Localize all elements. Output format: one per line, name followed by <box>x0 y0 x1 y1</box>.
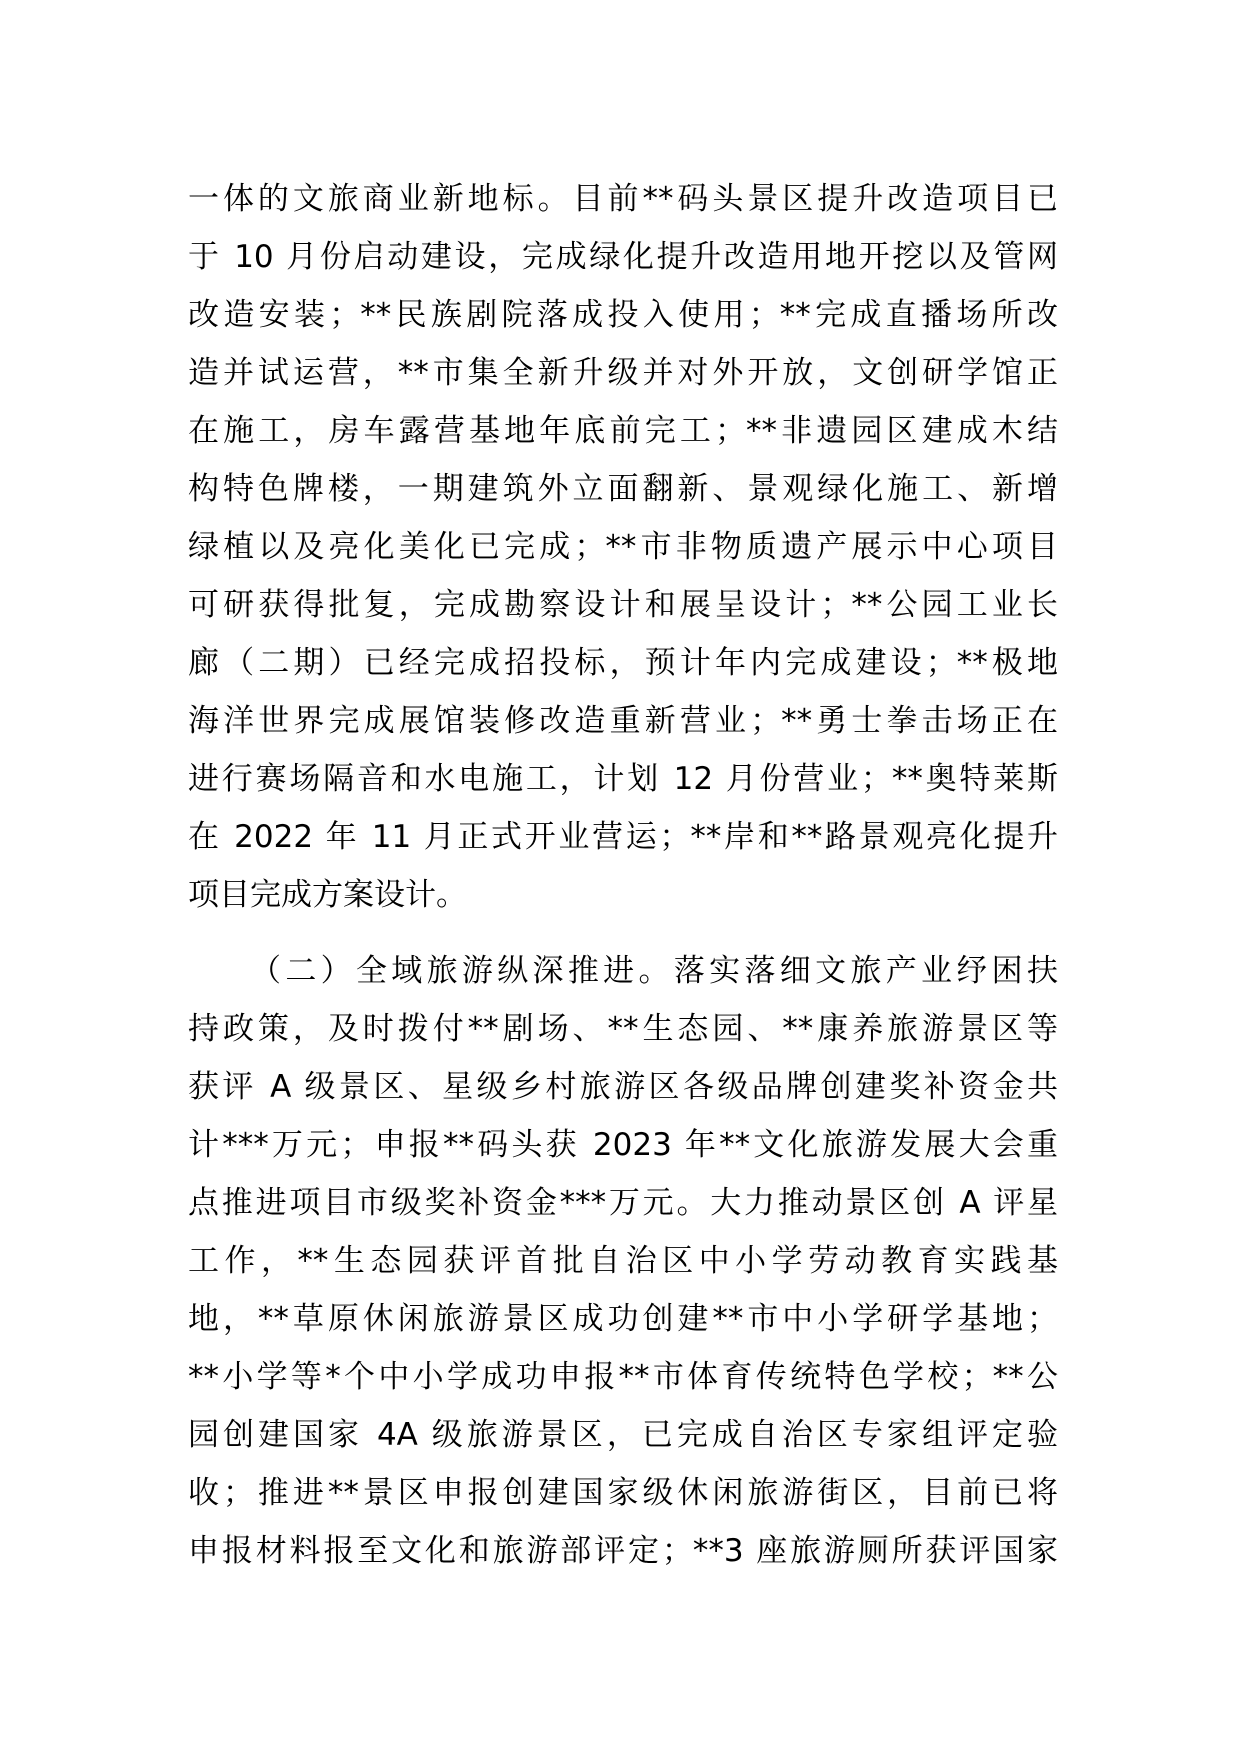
paragraph-1-line: 在 2022 年 11 月正式开业营运；**岸和**路景观亮化提升 <box>188 819 1058 855</box>
paragraph-2-line: 地，**草原休闲旅游景区成功创建**市中小学研学基地； <box>188 1301 1058 1337</box>
paragraph-1-line: 可研获得批复，完成勘察设计和展呈设计；**公园工业长 <box>188 587 1058 623</box>
paragraph-2-line: 点推进项目市级奖补资金***万元。大力推动景区创 A 评星 <box>188 1185 1058 1221</box>
paragraph-1 <box>188 170 1058 924</box>
paragraph-2-line: **小学等*个中小学成功申报**市体育传统特色学校；**公 <box>188 1359 1058 1395</box>
paragraph-2 <box>188 942 1058 1580</box>
paragraph-1-line: 进行赛场隔音和水电施工，计划 12 月份营业；**奥特莱斯 <box>188 761 1058 797</box>
paragraph-2-line: 持政策，及时拨付**剧场、**生态园、**康养旅游景区等 <box>188 1011 1058 1047</box>
paragraph-1-line: 在施工，房车露营基地年底前完工；**非遗园区建成木结 <box>188 413 1058 449</box>
paragraph-1-line: 构特色牌楼，一期建筑外立面翻新、景观绿化施工、新增 <box>188 471 1058 507</box>
paragraph-1-line: 改造安装；**民族剧院落成投入使用；**完成直播场所改 <box>188 297 1058 333</box>
paragraph-1-line: 一体的文旅商业新地标。目前**码头景区提升改造项目已 <box>188 181 1058 217</box>
paragraph-1-line: 海洋世界完成展馆装修改造重新营业；**勇士拳击场正在 <box>188 703 1058 739</box>
paragraph-2-line: 获评 A 级景区、星级乡村旅游区各级品牌创建奖补资金共 <box>188 1069 1058 1105</box>
paragraph-2-line: 计***万元；申报**码头获 2023 年**文化旅游发展大会重 <box>188 1127 1058 1163</box>
paragraph-2-line: 园创建国家 4A 级旅游景区，已完成自治区专家组评定验 <box>188 1417 1058 1453</box>
paragraph-2-line: 工作，**生态园获评首批自治区中小学劳动教育实践基 <box>188 1243 1058 1279</box>
paragraph-2-line: 申报材料报至文化和旅游部评定；**3 座旅游厕所获评国家 <box>188 1533 1058 1569</box>
paragraph-2-line: 收；推进**景区申报创建国家级休闲旅游街区，目前已将 <box>188 1475 1058 1511</box>
paragraph-1-line: 造并试运营，**市集全新升级并对外开放，文创研学馆正 <box>188 355 1058 391</box>
paragraph-1-line: 项目完成方案设计。 <box>188 877 467 913</box>
paragraph-1-line: 绿植以及亮化美化已完成；**市非物质遗产展示中心项目 <box>188 529 1058 565</box>
paragraph-1-line: 于 10 月份启动建设，完成绿化提升改造用地开挖以及管网 <box>188 239 1058 275</box>
paragraph-1-line: 廊（二期）已经完成招投标，预计年内完成建设；**极地 <box>188 645 1058 681</box>
paragraph-2-line: （二）全域旅游纵深推进。落实落细文旅产业纾困扶 <box>250 953 1058 989</box>
